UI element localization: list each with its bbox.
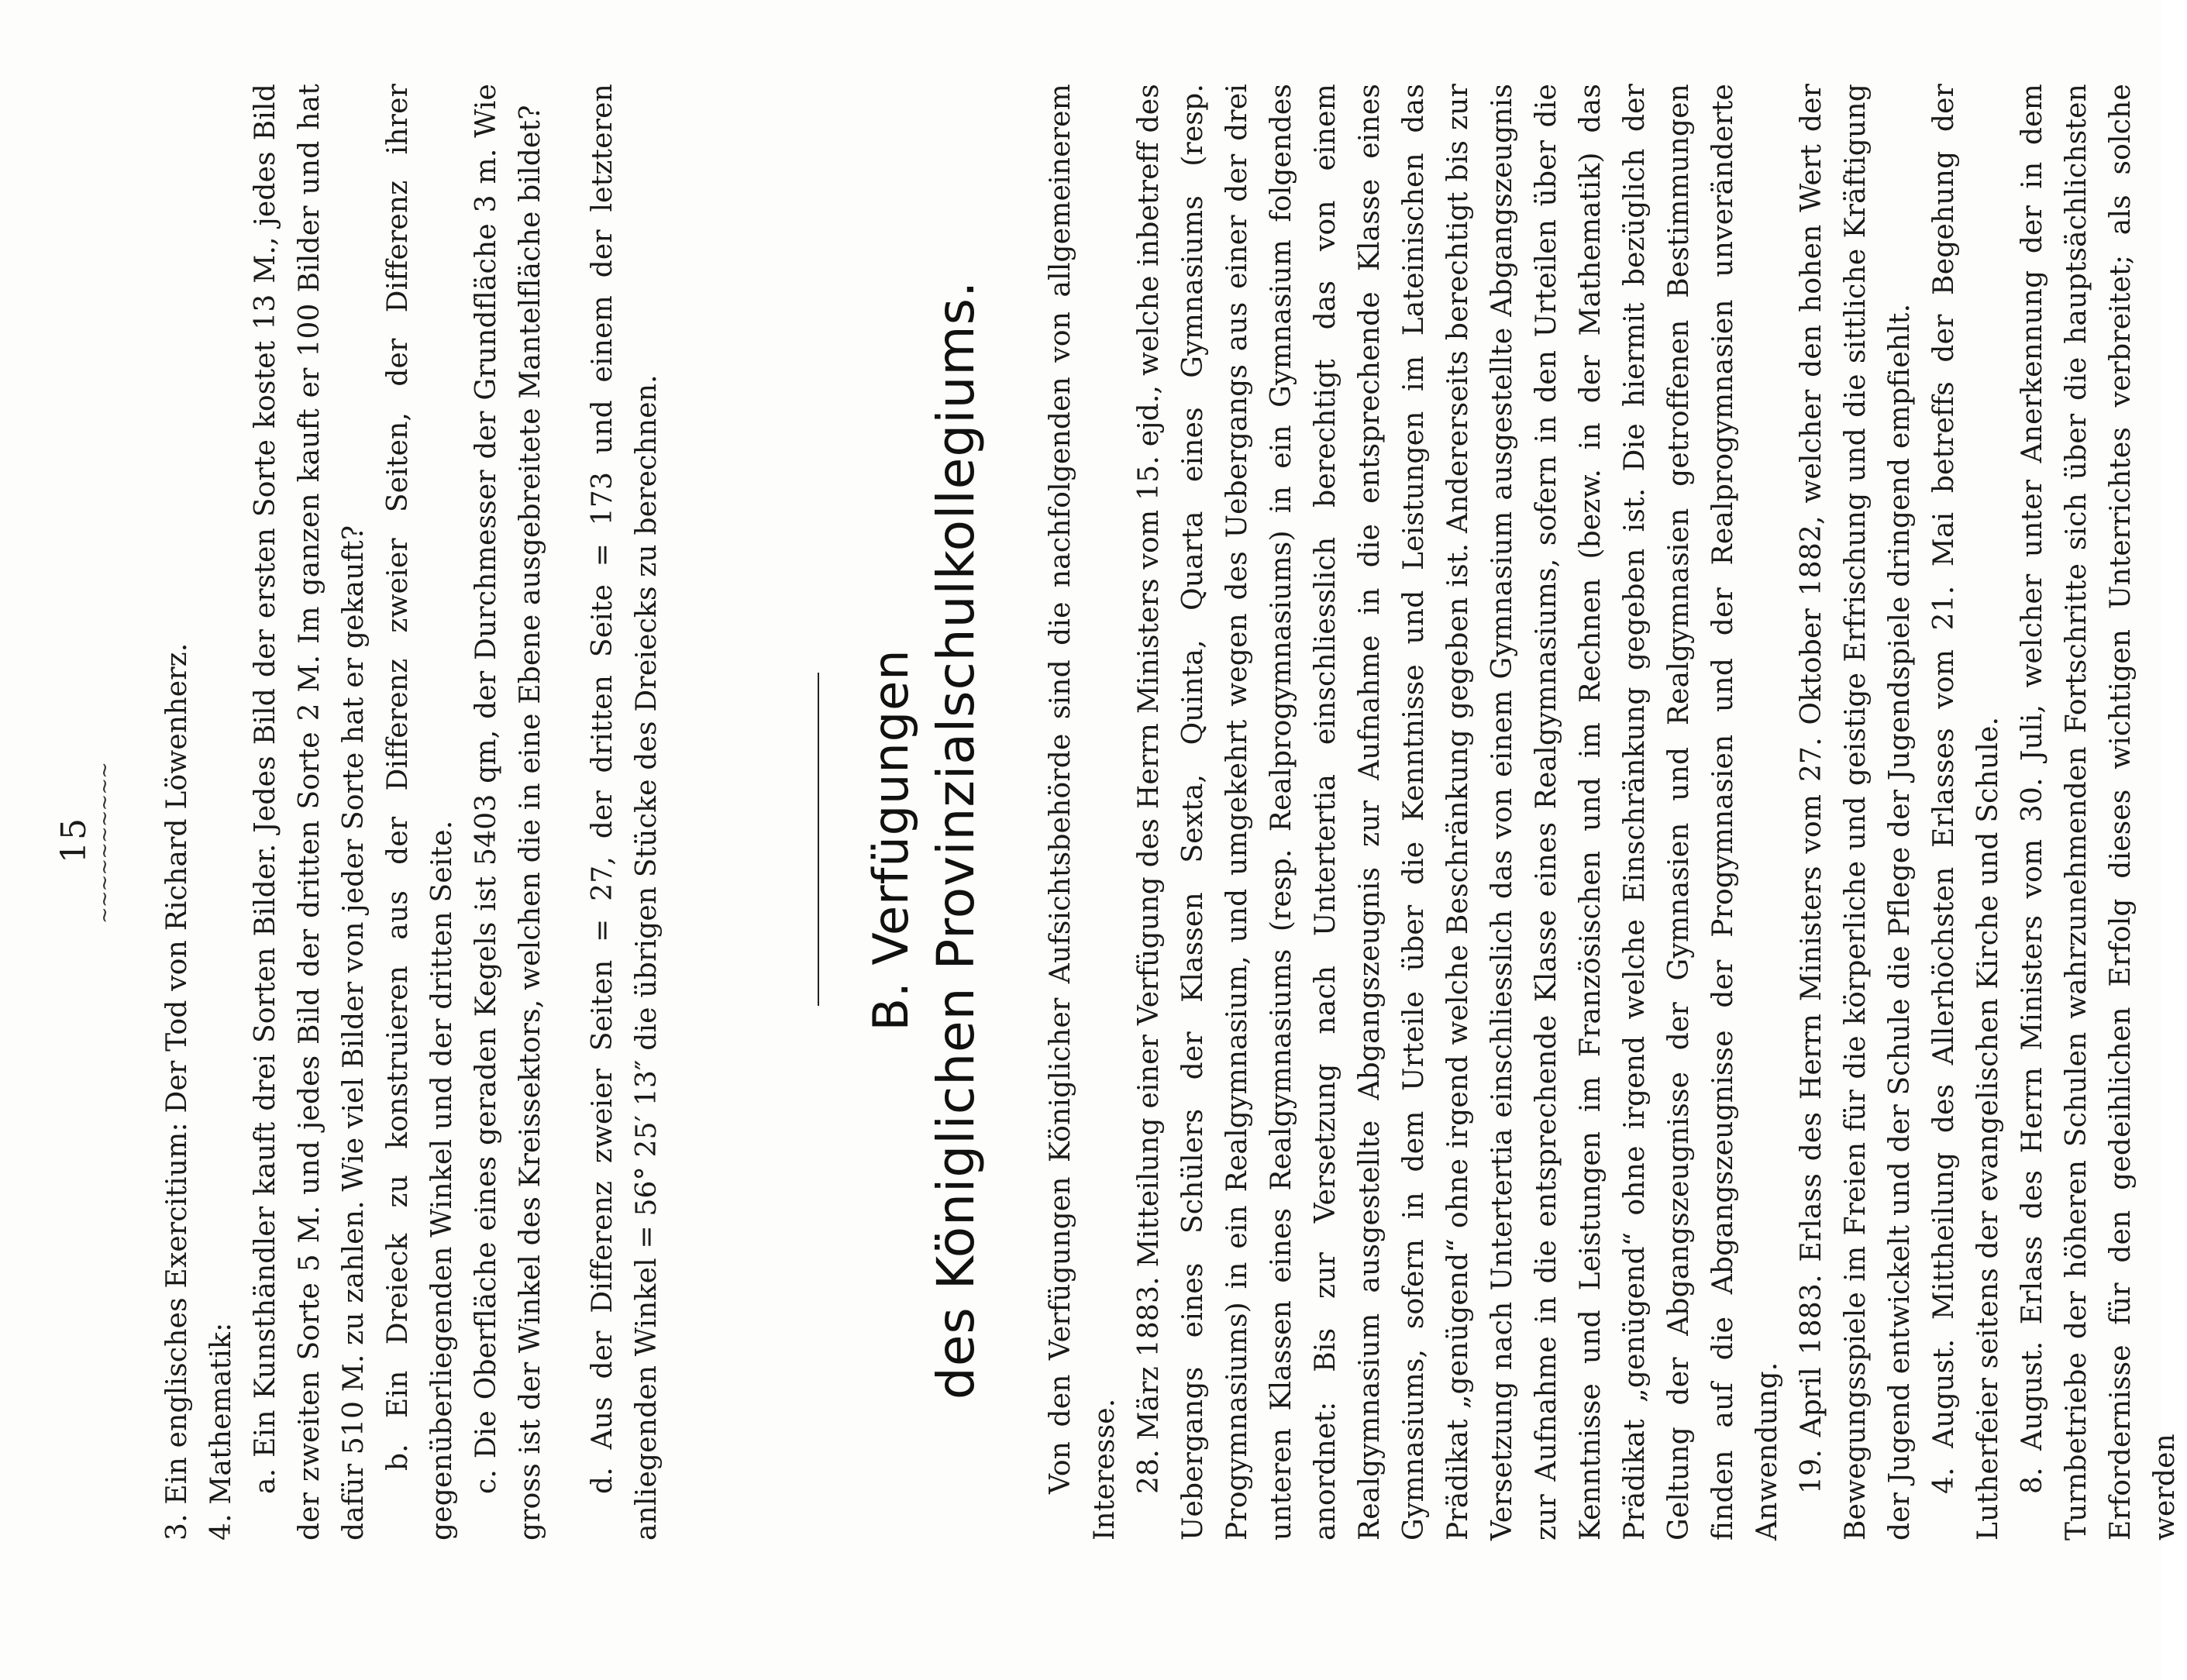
exercise-english: 3. Ein englisches Exercitium: Der Tod von Richard Löwenherz. <box>161 642 193 1541</box>
decree-1883-03-28: 28. März 1883. Mitteilung einer Verfügung des Herrn Ministers vom 15. ejd., welche inbetreff des Uebergangs eines Schülers der Klassen Sexta, Quinta, Quarta eines Gymnasiums (resp. Progymnasiums) in ein Realgymnasium, und umgekehrt wegen des Uebergangs aus einer der drei unteren Klassen eines Realgymnasiums (resp. Realprogymnasiums) in ein Gymnasium folgendes anordnet: Bis zur Versetzung nach Untertertia einschliesslich berechtigt das von einem Realgymnasium ausgestellte Abgangszeugnis zur Aufnahme in die entsprechende Klasse eines Gymnasiums, sofern in dem Urteile über die Kenntnisse und Leistungen im Lateinischen das Prädikat „genügend“ ohne irgend welche Beschränkung gegeben ist. Andererseits berechtigt bis zur Versetzung nach Untertertia einschliesslich das von einem Gymnasium ausgestellte Abgangszeugnis zur Aufnahme in die entsprechende Klasse eines Realgymnasiums, sofern in den Urteilen über die Kenntnisse und Leistungen im Französischen und im Rechnen (bezw. in der Mathematik) das Prädikat „genügend“ ohne irgend welche Einschränkung gegeben ist. Die hiermit bezüglich der Geltung der Abgangszeugnisse der Gymnasien und Realgymnasien getroffenen Bestimmungen finden auf die Abgangszeugnisse der Progymnasien und der Realprogymnasien unveränderte Anwendung. <box>1133 84 1783 1541</box>
exercise-math-d: d. Aus der Differenz zweier Seiten = 27, der dritten Seite = 173 und einem der letzteren anliegenden Winkel = 56° 25′ 13″ die übrigen Stücke des Dreiecks zu berechnen. <box>587 84 663 1541</box>
exercise-math-c: c. Die Oberfläche eines geraden Kegels ist 5403 qm, der Durchmesser der Grundfläche 3 m. Wie gross ist der Winkel des Kreissektors, welchen die in eine Ebene ausgebreitete Mantelfläche bildet? <box>470 84 546 1541</box>
decree-august-4: 4. August. Mittheilung des Allerhöchsten Erlasses vom 21. Mai betreffs der Begehung der Lutherfeier seitens der evangelischen Kirche und Schule. <box>1928 84 2004 1541</box>
page-number: 15 <box>54 817 94 863</box>
decree-1883-04-19: 19. April 1883. Erlass des Herrn Ministers vom 27. Oktober 1882, welcher den hohen Wert der Bewegungsspiele im Freien für die körperliche und geistige Erfrischung und die sittliche Kräftigung der Jugend entwickelt und der Schule die Pflege der Jugendspiele dringend empfiehlt. <box>1796 84 1916 1541</box>
section-divider <box>818 673 819 1006</box>
section-heading-line1: B. Verfügungen <box>863 649 919 1031</box>
exercise-math-heading: 4. Mathematik: <box>205 1322 237 1541</box>
section-heading-line2: des Königlichen Provinzialschulkollegiums. <box>926 280 986 1400</box>
exercise-section <box>155 84 669 1541</box>
decree-august-8: 8. August. Erlass des Herrn Ministers vom 30. Juli, welcher unter Anerkennung der in dem Turnbetriebe der höheren Schulen wahrzunehmenden Fortschritte sich über die hauptsächlichsten Erfordernisse für den gedeihlichen Erfolg dieses wichtigen Unterrichtes verbreitet; als solche werden <box>2017 84 2181 1541</box>
exercise-math-a: a. Ein Kunsthändler kauft drei Sorten Bilder. Jedes Bild der ersten Sorte kostet 13 M., jedes Bild der zweiten Sorte 5 M. und jedes Bild der dritten Sorte 2 M. Im ganzen kauft er 100 Bilder und hat dafür 510 M. zu zahlen. Wie viel Bilder von jeder Sorte hat er gekauft? <box>250 84 370 1541</box>
decrees-section <box>1038 84 2187 1541</box>
page-number-ornament: ~~~~~~~~~~ <box>93 763 116 924</box>
exercise-math-b: b. Ein Dreieck zu konstruieren aus der Differenz zweier Seiten, der Differenz ihrer gegenüberliegenden Winkel und der dritten Seite. <box>382 84 458 1541</box>
decrees-intro: Von den Verfügungen Königlicher Aufsichtsbehörde sind die nachfolgenden von allgemeinerem Interesse. <box>1045 84 1121 1541</box>
